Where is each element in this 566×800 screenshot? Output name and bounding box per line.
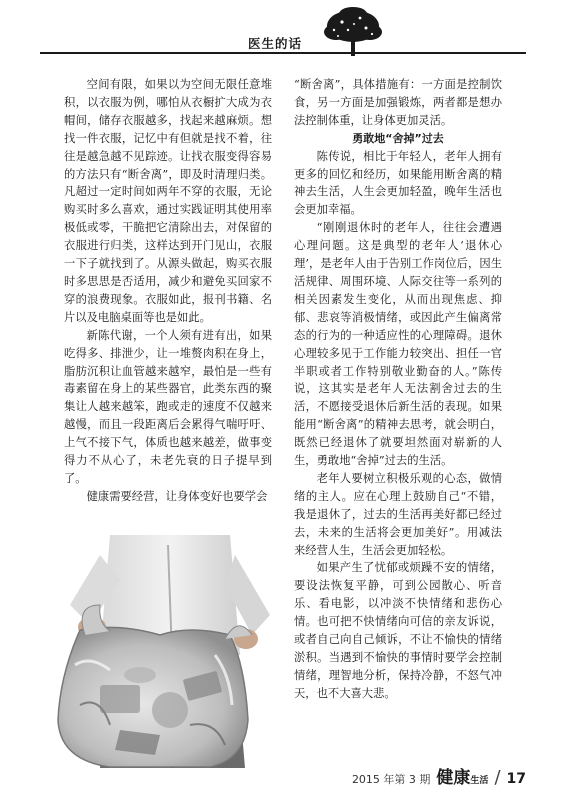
divider-slash: / bbox=[494, 767, 501, 788]
issue-label: 2015 年第 3 期 bbox=[351, 773, 431, 786]
tree-icon bbox=[322, 6, 384, 58]
left-text-column bbox=[64, 76, 272, 506]
body-paragraph: 健康需要经营，让身体变好也要学会 bbox=[86, 489, 268, 503]
garbage-bag-photo bbox=[40, 535, 274, 768]
magazine-name: 健康 bbox=[436, 768, 471, 788]
body-paragraph: “断舍离”，具体措施有：一方面是控制饮食，另一方面是加强锻炼，两者都是想办法控制体重，让身体更加灵活。 bbox=[294, 78, 502, 127]
section-header-title: 医生的话 bbox=[248, 36, 303, 51]
body-paragraph: 空间有限，如果以为空间无限任意堆积，以衣服为例，哪怕从衣橱扩大成为衣帽间，储存衣服越多，找起来越麻烦。想找一件衣服，记忆中有但就是找不着，往往是越急越不见踪迹。让找衣服变得容易的方法只有“断舍离”，即及时清理归类。凡超过一定时间如两年不穿的衣服，无论购买时多么喜欢，通过实践证明其使用率极低或零，干脆把它清除出去，对保留的衣服进行归类，这样达到开门见山，衣服一下子就找到了。从源头做起，购买衣服时多思思是否适用，减少和避免买回家不穿的浪费现象。衣服如此，报刊书籍、名片以及电脑桌面等也是如此。 bbox=[64, 78, 272, 324]
section-subtitle: 勇敢地“舍掉”过去 bbox=[352, 131, 444, 145]
right-text-column bbox=[294, 76, 502, 703]
magazine-name-small: 生活 bbox=[470, 776, 489, 786]
body-paragraph: “刚刚退休时的老年人，往往会遭遇心理问题。这是典型的老年人‘退休心理’，是老年人由于告别工作岗位后，因生活规律、周围环境、人际交往等一系列的相关因素发生变化，从而出现焦虑、抑郁、悲哀等消极情绪，或因此产生偏离常态的行为的一种适应性的心理障碍。退休心理较多见于工作能力较突出、担任一官半职或者工作特别敬业勤奋的人。”陈传说，这其实是老年人无法割舍过去的生活，不愿接受退休后新生活的表现。如果能用“断舍离”的精神去思考，就会明白，既然已经退休了就要坦然面对崭新的人生，勇敢地“舍掉”过去的生活。 bbox=[294, 221, 502, 468]
header-rule bbox=[40, 52, 526, 54]
page-number: 17 bbox=[506, 771, 526, 787]
body-paragraph: 老年人要树立积极乐观的心态，做情绪的主人。应在心理上鼓励自己“不错，我是退休了，过去的生活再美好都已经过去，未来的生活将会更加美好”。用减法来经营人生，生活会更加轻松。 bbox=[294, 471, 502, 557]
body-paragraph: 陈传说，相比于年轻人，老年人拥有更多的回忆和经历，如果能用断舍离的精神去生活，人生会更加轻盈，晚年生活也会更加幸福。 bbox=[294, 149, 502, 217]
magazine-logo bbox=[436, 763, 488, 788]
body-paragraph: 如果产生了忧郁或烦躁不安的情绪，要设法恢复平静，可到公园散心、听音乐、看电影，以冲淡不快情绪和悲伤心情。也可把不快情绪向可信的亲友诉说，或者自己向自己倾诉，不让不愉快的情绪淤积。当遇到不愉快的事情时要学会控制情绪，理智地分析，保持冷静，不怒气冲天，也不大喜大悲。 bbox=[294, 561, 502, 700]
body-paragraph: 新陈代谢，一个人须有进有出，如果吃得多、排泄少，让一堆赘肉积在身上，脂肪沉积让血管越来越窄，最怕是一些有毒素留在身上的某些器官，此类东西的聚集让人越来越笨，跑或走的速度不仅越来越慢，而且一段距离后会累得气喘吁吁、上气不接下气，体质也越来越差，做事变得力不从心了，未老先衰的日子提早到了。 bbox=[64, 328, 272, 485]
page-footer bbox=[352, 763, 526, 788]
